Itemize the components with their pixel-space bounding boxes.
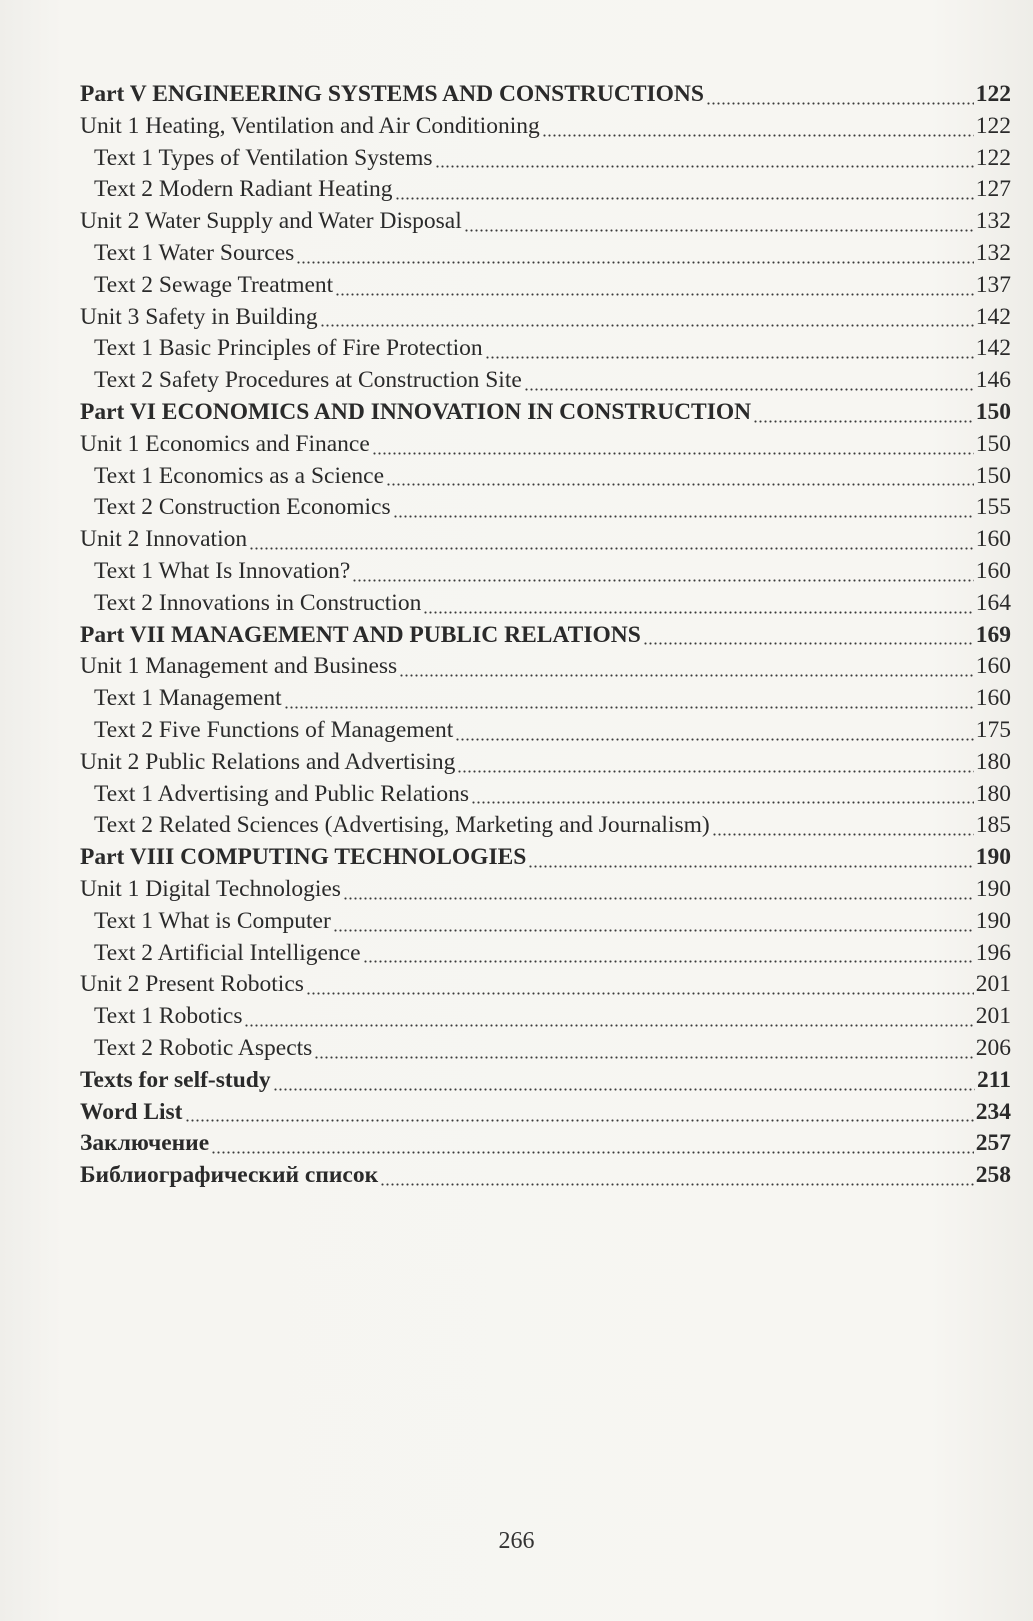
dot-leader [471,801,974,804]
toc-entry-text [80,779,1011,811]
toc-entry-page: 132 [975,239,1011,266]
dot-leader [455,738,973,741]
toc-entry-title: Part VII MANAGEMENT AND PUBLIC RELATIONS [80,621,641,648]
toc-entry-page: 190 [975,844,1011,871]
toc-entry-text [80,683,1011,715]
toc-entry-text [80,906,1011,938]
toc-entry-text [80,143,1011,175]
dot-leader [528,865,973,868]
dot-leader [399,674,974,677]
dot-leader [395,197,974,200]
toc-entry-part [80,1065,1011,1097]
toc-entry-page: 180 [975,780,1011,807]
toc-entry-page: 164 [975,589,1011,616]
toc-entry-text [80,238,1011,270]
toc-entry-title: Text 2 Modern Radiant Heating [94,176,393,203]
toc-entry-title: Text 1 Advertising and Public Relations [94,780,469,807]
toc-entry-part [80,1128,1011,1160]
page-number: 266 [498,1528,535,1554]
toc-entry-title: Text 2 Five Functions of Management [94,716,454,743]
toc-entry-unit [80,302,1011,334]
toc-entry-unit [80,874,1011,906]
toc-entry-page: 257 [975,1130,1011,1157]
toc-entry-title: Part V ENGINEERING SYSTEMS AND CONSTRUCTIONS [80,81,704,107]
toc-entry-page: 122 [975,81,1011,107]
toc-entry-page: 180 [975,748,1011,775]
dot-leader [335,293,974,296]
toc-entry-title: Text 1 What Is Innovation? [94,557,351,584]
toc-entry-part [80,1160,1011,1192]
toc-entry-title: Word List [80,1098,183,1125]
dot-leader [643,642,974,645]
toc-entry-page: 150 [975,398,1011,425]
dot-leader [320,324,974,327]
dot-leader [524,388,974,391]
toc-entry-page: 127 [975,176,1011,203]
dot-leader [380,1183,974,1186]
toc-entry-page: 196 [975,939,1011,966]
toc-entry-text [80,938,1011,970]
toc-entry-page: 137 [975,271,1011,298]
toc-entry-title: Text 1 Management [94,685,282,712]
dot-leader [712,833,974,836]
dot-leader [185,1119,974,1122]
toc-entry-page: 132 [975,208,1011,235]
toc-entry-unit [80,429,1011,461]
toc-entry-page: 142 [975,303,1011,330]
dot-leader [372,452,974,455]
toc-entry-page: 175 [975,716,1011,743]
toc-entry-title: Unit 1 Digital Technologies [80,875,341,902]
toc-entry-page: 160 [975,557,1011,584]
toc-entry-text [80,174,1011,206]
toc-entry-title: Text 1 Water Sources [94,239,295,266]
toc-entry-page: 190 [975,907,1011,934]
dot-leader [464,229,974,232]
toc-entry-title: Заключение [80,1130,210,1157]
toc-entry-title: Part VIII COMPUTING TECHNOLOGIES [80,844,527,871]
toc-entry-title: Text 1 Types of Ventilation Systems [94,144,433,171]
toc-entry-title: Text 1 What is Computer [94,907,331,934]
table-of-contents [80,79,1011,1192]
toc-entry-title: Unit 3 Safety in Building [80,303,318,330]
dot-leader [296,261,973,264]
toc-entry-title: Unit 1 Heating, Ventilation and Air Conditioning [80,112,540,139]
toc-entry-text [80,1001,1011,1033]
toc-entry-page: 201 [975,971,1011,998]
toc-entry-page: 142 [975,335,1011,362]
show-through-text [245,1190,1005,1460]
toc-entry-title: Unit 2 Present Robotics [80,971,304,998]
toc-entry-title: Unit 2 Water Supply and Water Disposal [80,208,462,235]
toc-entry-page: 160 [975,685,1011,712]
toc-entry-page: 234 [975,1098,1011,1125]
toc-entry-text [80,556,1011,588]
dot-leader [393,515,974,518]
toc-entry-page: 122 [975,144,1011,171]
toc-entry-page: 150 [975,462,1011,489]
dot-leader [314,1056,973,1059]
toc-entry-page: 258 [975,1162,1011,1189]
toc-entry-title: Part VI ECONOMICS AND INNOVATION IN CONSTRUCTION [80,398,752,425]
toc-entry-page: 146 [975,367,1011,394]
dot-leader [333,929,974,932]
toc-entry-page: 122 [975,112,1011,139]
dot-leader [485,356,974,359]
toc-entry-unit [80,651,1011,683]
toc-entry-page: 160 [975,526,1011,553]
toc-entry-part [80,842,1011,874]
toc-entry-text [80,333,1011,365]
toc-entry-unit [80,969,1011,1001]
toc-entry-title: Text 1 Economics as a Science [94,462,385,489]
dot-leader [211,1151,974,1154]
dot-leader [363,960,974,963]
dot-leader [435,165,974,168]
toc-entry-title: Text 2 Construction Economics [94,494,391,521]
dot-leader [244,1024,973,1027]
toc-entry-page: 155 [975,494,1011,521]
dot-leader [306,992,974,995]
dot-leader [423,611,973,614]
toc-entry-title: Text 2 Sewage Treatment [94,271,334,298]
dot-leader [706,102,974,105]
toc-entry-page: 160 [975,653,1011,680]
dot-leader [284,706,974,709]
toc-entry-unit [80,524,1011,556]
toc-entry-page: 190 [975,875,1011,902]
toc-entry-page: 169 [975,621,1011,648]
toc-entry-part [80,1097,1011,1129]
toc-entry-text [80,270,1011,302]
toc-entry-text [80,365,1011,397]
toc-entry-unit [80,206,1011,238]
toc-entry-title: Texts for self-study [80,1066,271,1093]
toc-entry-part [80,397,1011,429]
toc-entry-text [80,588,1011,620]
toc-entry-title: Text 2 Artificial Intelligence [94,939,361,966]
toc-entry-page: 211 [977,1066,1011,1093]
toc-entry-page: 185 [975,812,1011,839]
dot-leader [352,579,973,582]
toc-entry-title: Text 1 Basic Principles of Fire Protection [94,335,483,362]
toc-entry-title: Unit 1 Management and Business [80,653,398,680]
toc-entry-title: Библиографический список [80,1162,379,1189]
dot-leader [249,547,974,550]
dot-leader [457,770,973,773]
toc-entry-part [80,79,1011,111]
toc-entry-title: Text 2 Robotic Aspects [94,1034,313,1061]
toc-entry-text [80,492,1011,524]
toc-entry-unit [80,747,1011,779]
toc-entry-title: Text 2 Safety Procedures at Construction Site [94,367,522,394]
toc-entry-page: 150 [975,430,1011,457]
dot-leader [343,897,974,900]
toc-entry-page: 206 [975,1034,1011,1061]
toc-entry-unit [80,111,1011,143]
dot-leader [542,134,974,137]
toc-entry-title: Unit 2 Innovation [80,526,248,553]
toc-entry-text [80,810,1011,842]
dot-leader [386,483,974,486]
dot-leader [753,420,974,423]
toc-entry-text [80,1033,1011,1065]
dot-leader [273,1088,975,1091]
toc-entry-page: 201 [975,1003,1011,1030]
toc-entry-part [80,620,1011,652]
toc-entry-text [80,715,1011,747]
toc-entry-text [80,461,1011,493]
toc-entry-title: Text 2 Innovations in Construction [94,589,422,616]
toc-entry-title: Unit 1 Economics and Finance [80,430,370,457]
toc-entry-title: Text 2 Related Sciences (Advertising, Marketing and Journalism) [94,812,710,839]
toc-entry-title: Unit 2 Public Relations and Advertising [80,748,456,775]
toc-entry-title: Text 1 Robotics [94,1003,243,1030]
